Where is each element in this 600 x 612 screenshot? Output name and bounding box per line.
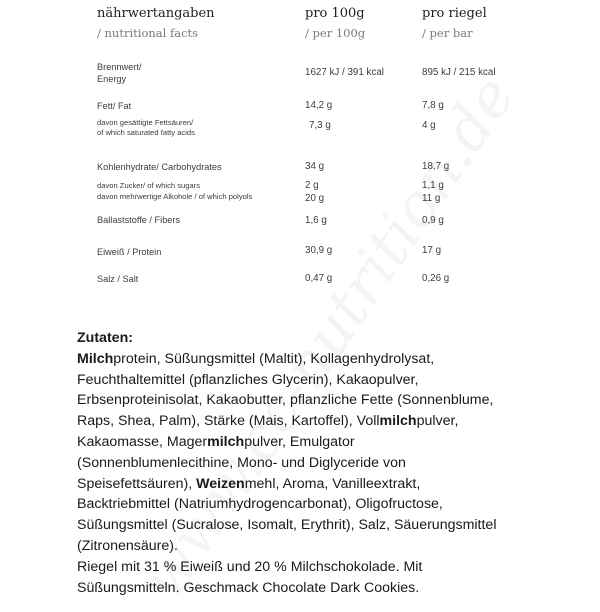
- column-subheader-per-100g: / per 100g: [305, 26, 366, 40]
- ingredients-line: Speisefettsäuren), Weizenmehl, Aroma, Vanilleextrakt,: [77, 475, 421, 492]
- value-carbohydrates-bar: 18,7 g: [422, 161, 450, 172]
- row-label-energy: Brennwert/ Energy: [97, 62, 142, 84]
- ingredients-line: Süßungsmittel (Sucralose, Isomalt, Erythrit), Salz, Säuerungsmittel: [77, 517, 497, 534]
- ingredients-block: [77, 328, 597, 598]
- ingredients-line: Milchprotein, Süßungsmittel (Maltit), Kollagenhydrolysat,: [77, 350, 435, 367]
- column-header-per-bar: pro riegel: [422, 6, 487, 21]
- value-energy-bar: 895 kJ / 215 kcal: [422, 67, 496, 78]
- row-label-sugars: davon Zucker/ of which sugars: [97, 181, 200, 190]
- value-protein-bar: 17 g: [422, 245, 442, 256]
- ingredients-line: (Sonnenblumenlecithine, Mono- und Diglyceride von: [77, 454, 406, 471]
- ingredients-line: (Zitronensäure).: [77, 537, 178, 554]
- value-fat-bar: 7,8 g: [422, 100, 444, 111]
- value-fat-100g: 14,2 g: [305, 100, 333, 111]
- table-title: nährwertangaben: [97, 6, 215, 21]
- row-label-carbohydrates: Kohlenhydrate/ Carbohydrates: [97, 162, 222, 172]
- row-label-fat: Fett/ Fat: [97, 101, 132, 111]
- value-protein-100g: 30,9 g: [305, 245, 333, 256]
- ingredients-title: Zutaten:: [77, 330, 133, 346]
- value-saturated-100g: 7,3 g: [309, 120, 331, 131]
- column-header-per-100g: pro 100g: [305, 6, 365, 21]
- product-description-line: Riegel mit 31 % Eiweiß und 20 % Milchschokolade. Mit: [77, 558, 423, 575]
- table-subtitle: / nutritional facts: [97, 26, 199, 40]
- row-label-saturated: davon gesättigte Fettsäuren/ of which saturated fatty acids: [97, 118, 195, 137]
- row-label-polyols: davon mehrwertige Alkohole / of which polyols: [97, 192, 253, 201]
- ingredients-line: Feuchthaltemittel (pflanzliches Glycerin), Kakaopulver,: [77, 371, 419, 388]
- row-label-fibers: Ballaststoffe / Fibers: [97, 215, 181, 225]
- value-polyols-100g: 20 g: [305, 193, 325, 204]
- value-fibers-bar: 0,9 g: [422, 215, 444, 226]
- column-subheader-per-bar: / per bar: [422, 26, 473, 40]
- row-label-protein: Eiweiß / Protein: [97, 247, 162, 257]
- row-label-salt: Salz / Salt: [97, 274, 139, 284]
- value-fibers-100g: 1,6 g: [305, 215, 327, 226]
- ingredients-line: Erbsenproteinisolat, Kakaobutter, pflanzliche Fette (Sonnenblume,: [77, 392, 494, 409]
- ingredients-line: Raps, Shea, Palm), Stärke (Mais, Kartoffel), Vollmilchpulver,: [77, 413, 459, 430]
- value-energy-100g: 1627 kJ / 391 kcal: [305, 67, 384, 78]
- value-sugars-bar: 1,1 g: [422, 180, 444, 191]
- value-sugars-100g: 2 g: [305, 180, 319, 191]
- value-polyols-bar: 11 g: [422, 193, 441, 204]
- ingredients-line: Kakaomasse, Magermilchpulver, Emulgator: [77, 433, 355, 450]
- ingredients-line: Backtriebmittel (Natriumhydrogencarbonat), Oligofructose,: [77, 496, 443, 513]
- value-salt-100g: 0,47 g: [305, 273, 333, 284]
- value-saturated-bar: 4 g: [422, 120, 436, 131]
- product-description-line: Süßungsmitteln. Geschmack Chocolate Dark Cookies.: [77, 579, 420, 596]
- value-salt-bar: 0,26 g: [422, 273, 450, 284]
- value-carbohydrates-100g: 34 g: [305, 161, 325, 172]
